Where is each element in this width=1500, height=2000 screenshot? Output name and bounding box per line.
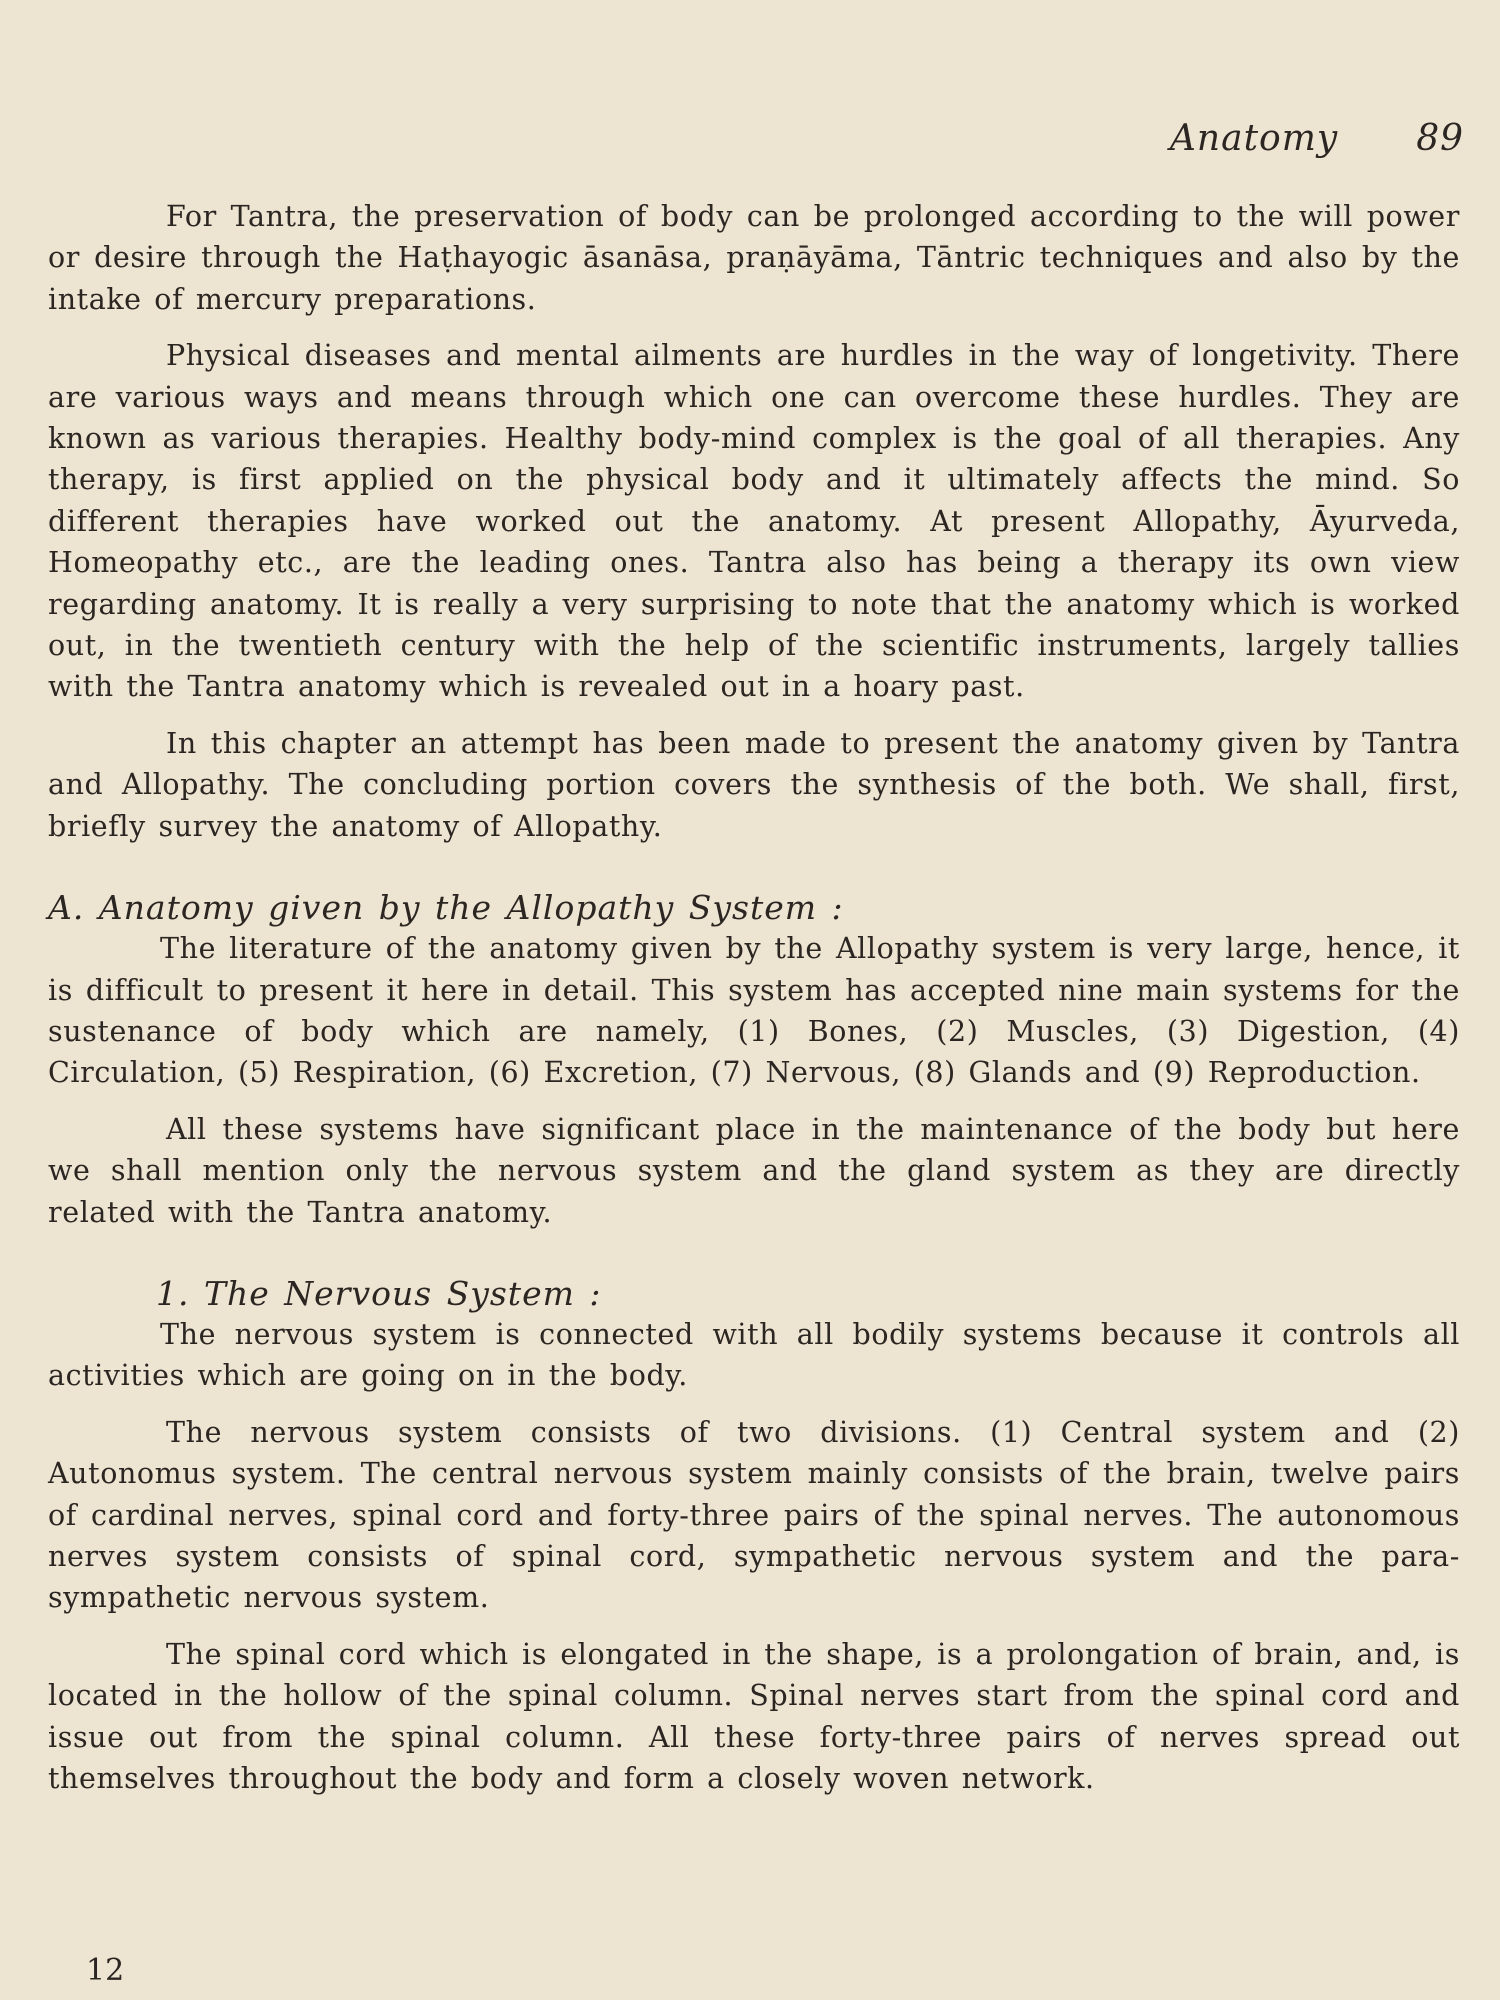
paragraph-therapies: Physical diseases and mental ailments are hurdles in the way of longetivity. There are various ways and means through which one can overcome these hurdles. They are known as various therapies. Healthy body-mind complex is the goal of all therapies. Any therapy, is first applied on the physical body and it ultimately affects the mind. So different therapies have worked out the anatomy. At present Allopathy, Āyurveda, Homeopathy etc., are the leading ones. Tantra also has being a therapy its own view regarding anatomy. It is really a very surprising to note that the anatomy which is worked out, in the twentieth century with the help of the scientific instruments, largely tallies with the Tantra anatomy which is revealed out in a hoary past. — [48, 339, 1460, 704]
running-head — [1170, 118, 1464, 159]
section-heading-allopathy: A. Anatomy given by the Allopathy System : — [48, 888, 844, 928]
paragraph-nervous-gland-focus: All these systems have significant place in the maintenance of the body but here we shall mention only the nervous system and the gland system as they are directly related with the Tantra anatomy. — [48, 1112, 1460, 1229]
paragraph-nervous-system-intro: The nervous system is connected with all bodily systems because it controls all activities which are going on in the body. — [48, 1317, 1460, 1393]
paragraph-nervous-divisions: The nervous system consists of two divisions. (1) Central system and (2) Autonomus system. The central nervous system mainly consists of the brain, twelve pairs of cardinal nerves, spinal cord and forty-three pairs of the spinal nerves. The autonomous nerves system consists of spinal cord, sympathetic nervous system and the para-sympathetic nervous system. — [48, 1415, 1460, 1615]
paragraph-tantra-preservation: For Tantra, the preservation of body can be prolonged according to the will power or desire through the Haṭhayogic āsanāsa, praṇāyāma, Tāntric techniques and also by the intake of mercury preparations. — [48, 200, 1460, 316]
paragraph-spinal-cord: The spinal cord which is elongated in the shape, is a prolongation of brain, and, is located in the hollow of the spinal column. Spinal nerves start from the spinal cord and issue out from the spinal column. All these forty-three pairs of nerves spread out themselves throughout the body and form a closely woven network. — [48, 1637, 1460, 1795]
paragraph-chapter-intro: In this chapter an attempt has been made to present the anatomy given by Tantra and Allopathy. The concluding portion covers the synthesis of the both. We shall, first, briefly survey the anatomy of Allopathy. — [48, 726, 1460, 843]
paragraph-allopathy-systems: The literature of the anatomy given by the Allopathy system is very large, hence, it is difficult to present it here in detail. This system has accepted nine main systems for the sustenance of body which are namely, (1) Bones, (2) Muscles, (3) Digestion, (4) Circulation, (5) Respiration, (6) Excretion, (7) Nervous, (8) Glands and (9) Reproduction. — [48, 932, 1460, 1090]
signature-folio: 12 — [86, 1953, 125, 1988]
running-title: Anatomy — [1169, 118, 1339, 159]
section-heading-nervous-system: 1. The Nervous System : — [156, 1273, 602, 1313]
page-number: 89 — [1416, 118, 1464, 159]
body-text — [48, 196, 1460, 1814]
